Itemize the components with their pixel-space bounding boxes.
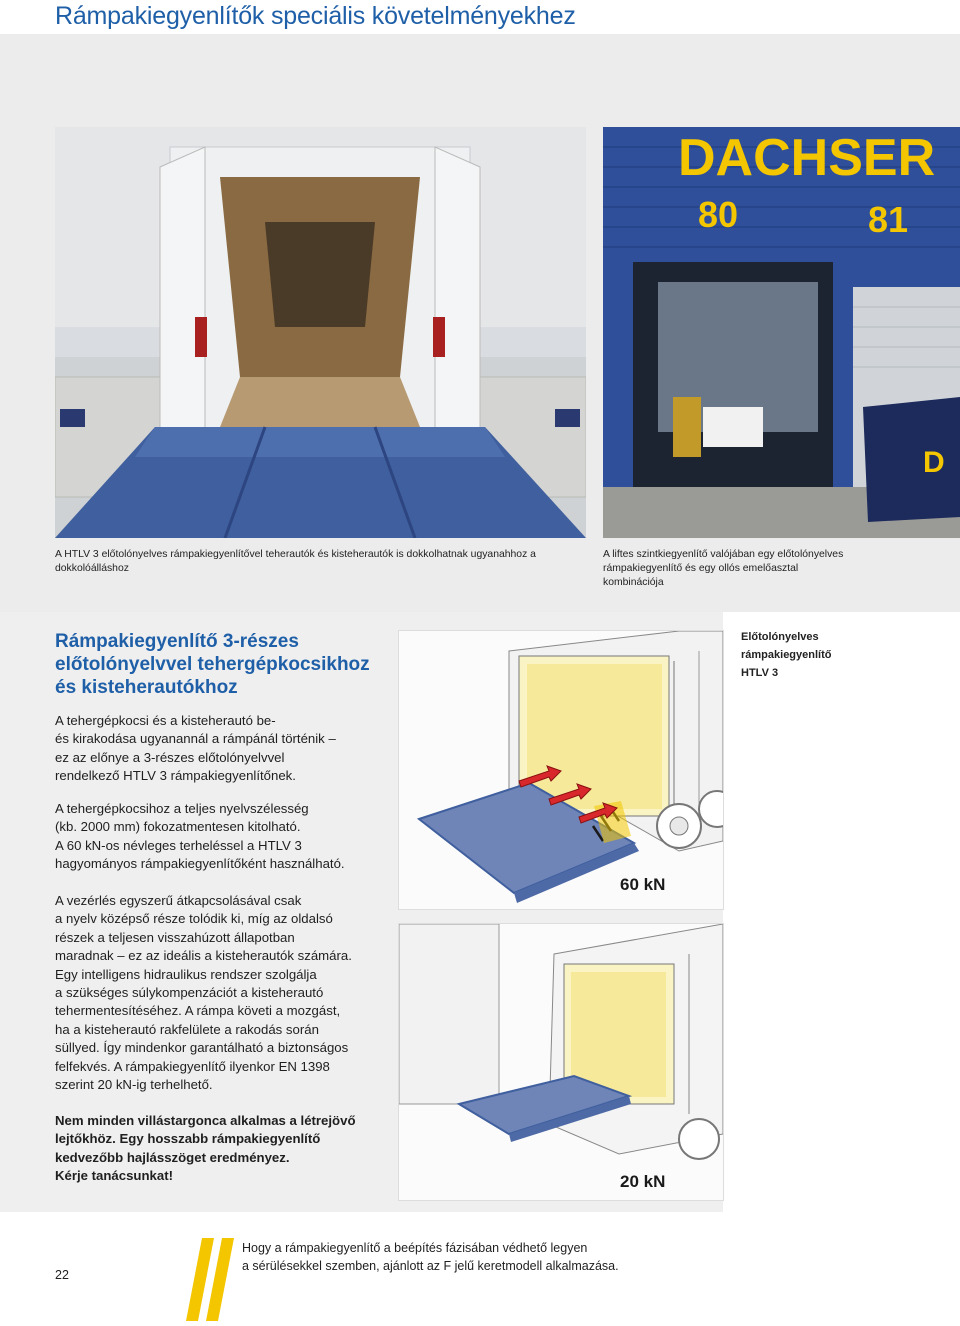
paragraph-3-line: Egy intelligens hidraulikus rendszer szolgálja (55, 966, 317, 982)
paragraph-1-line: rendelkező HTLV 3 rámpakiegyenlítőnek. (55, 768, 296, 784)
footer-note-line-2: a sérülésekkel szemben, ajánlott az F jelű keretmodell alkalmazása. (242, 1258, 619, 1273)
advice-note-line: lejtőkhöz. Egy hosszabb rámpakiegyenlítő (55, 1131, 321, 1147)
diagram-label-line-1: Előtolónyelves (741, 631, 819, 643)
advice-note-line: kedvezőbb hajlásszöget eredményez. (55, 1149, 290, 1165)
paragraph-1-line: és kirakodása ugyanannál a rámpánál történik – (55, 731, 336, 747)
footer-note (242, 1240, 619, 1275)
footer-note-line-1: Hogy a rámpakiegyenlítő a beépítés fázisában védhető legyen (242, 1241, 588, 1255)
paragraph-1-line: ez az előnye a 3-részes előtolónyelvvel (55, 749, 285, 765)
paragraph-3-line: ha a kisteherautó rakfelülete a rakodás során (55, 1021, 319, 1037)
section-heading (55, 630, 370, 699)
paragraph-2-line: A 60 kN-os névleges terheléssel a HTLV 3 (55, 837, 302, 853)
section-heading-line-2: előtolónyelvvel tehergépkocsikhoz (55, 654, 370, 675)
page-title: Rámpakiegyenlítők speciális követelményekhez (55, 2, 576, 30)
advice-note-line: Nem minden villástargonca alkalmas a létrejövő (55, 1113, 356, 1128)
diagram-van-20kn (398, 923, 724, 1201)
paragraph-3 (55, 892, 352, 1094)
advice-note (55, 1112, 356, 1186)
paragraph-3-line: süllyed. Így mindenkor garantálható a biztonságos (55, 1040, 349, 1056)
photo-dachser-dock (603, 127, 960, 538)
van-dock-illustration (55, 127, 586, 538)
paragraph-1 (55, 712, 336, 786)
diagram-label (741, 628, 831, 682)
stripes-icon (186, 1238, 236, 1321)
section-heading-line-3: és kisteherautókhoz (55, 677, 238, 698)
load-rating-20kn: 20 kN (620, 1172, 666, 1191)
paragraph-3-line: szerint 20 kN-ig terhelhető. (55, 1077, 213, 1093)
paragraph-3-line: a nyelv középső része tolódik ki, míg az oldalsó (55, 911, 333, 927)
paragraph-3-line: felfekvés. A rámpakiegyenlítő ilyenkor EN 1398 (55, 1058, 330, 1074)
stripes-logo (186, 1238, 236, 1321)
dachser-dock-illustration (603, 127, 960, 538)
door-number-81: 81 (868, 199, 909, 240)
photo-right-caption: A liftes szintkiegyenlítő valójában egy előtolónyelves rámpakiegyenlítő és egy ollós emelőasztal kombinációja (603, 549, 844, 588)
page-number: 22 (55, 1268, 69, 1282)
dachser-sign: DACHSER (678, 129, 936, 187)
section-heading-line-1: Rámpakiegyenlítő 3-részes (55, 631, 299, 652)
paragraph-1-line: A tehergépkocsi és a kisteherautó be- (55, 713, 276, 728)
paragraph-3-line: A vezérlés egyszerű átkapcsolásával csak (55, 893, 302, 908)
photo-van-dock (55, 127, 586, 538)
paragraph-2 (55, 800, 345, 874)
advice-note-line: Kérje tanácsunkat! (55, 1168, 173, 1184)
paragraph-3-line: részek a teljesen visszahúzott állapotban (55, 929, 295, 945)
paragraph-2-line: hagyományos rámpakiegyenlítőként használható. (55, 856, 345, 872)
photo-left-caption: A HTLV 3 előtolónyelves rámpakiegyenlítővel teherautók és kisteherautók is dokkolhatnak ugyanahhoz a dokkolóálláshoz (55, 549, 536, 574)
paragraph-3-line: a szükséges súlykompenzációt a kisteherautó (55, 985, 324, 1001)
truck-ramp-illustration (399, 631, 723, 909)
van-ramp-illustration (399, 924, 723, 1200)
paragraph-3-line: tehermentesítéséhez. A rámpa követi a mozgást, (55, 1003, 341, 1019)
door-number-80: 80 (698, 194, 739, 235)
diagram-label-line-3: HTLV 3 (741, 667, 779, 679)
diagram-truck-60kn (398, 630, 724, 910)
paragraph-2-line: (kb. 2000 mm) fokozatmentesen kitolható. (55, 819, 301, 835)
paragraph-2-line: A tehergépkocsihoz a teljes nyelvszélesség (55, 801, 309, 816)
diagram-label-line-2: rámpakiegyenlítő (741, 649, 832, 661)
paragraph-3-line: maradnak – ez az ideális a kisteherautók számára. (55, 948, 352, 964)
load-rating-60kn: 60 kN (620, 875, 666, 894)
svg-text:D: D (923, 446, 945, 479)
